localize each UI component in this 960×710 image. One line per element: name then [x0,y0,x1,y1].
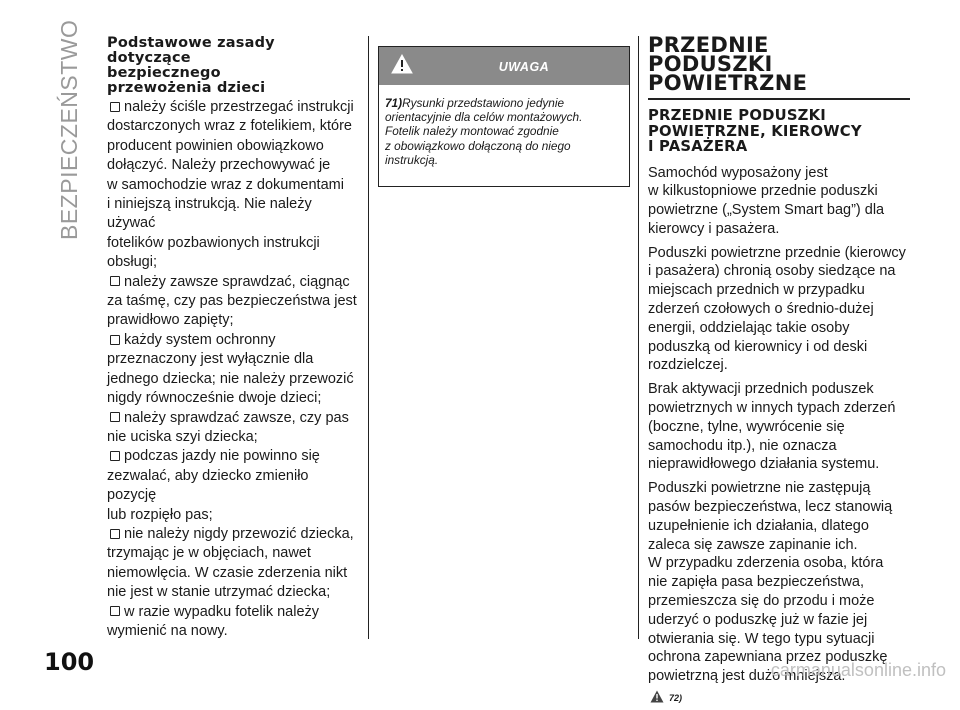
heading-line: Podstawowe zasady [107,35,275,51]
square-bullet-icon [110,412,120,422]
list-item [107,603,359,642]
airbag-column [648,33,910,710]
bullet-text: za taśmę, czy pas bezpieczeństwa jest [107,293,357,310]
text-line: Brak aktywacji przednich poduszek [648,381,874,398]
child-safety-column [107,36,359,641]
list-item [107,409,359,448]
bullet-text: podczas jazdy nie powinno się [124,448,320,465]
bullet-text: nie uciska szyi dziecka; [107,428,258,445]
list-item [107,273,359,331]
watermark: carmanualsonline.info [770,660,946,680]
warning-line: orientacyjnie dla celów montażowych. [385,110,583,125]
airbag-section-heading [648,33,910,95]
text-line: (boczne, tylne, wywrócenie się [648,418,845,435]
square-bullet-icon [110,529,120,539]
text-line: w kilkustopniowe przednie poduszki [648,183,878,200]
heading-line: PRZEDNIE PODUSZKI [648,107,826,124]
bullet-text: w samochodzie wraz z dokumentami [107,176,344,193]
bullet-text: wymienić na nowy. [107,622,228,639]
text-line: samochodu itp.), nie oznacza [648,437,837,454]
list-item [107,331,359,409]
warning-header [379,47,629,85]
bullet-text: należy ściśle przestrzegać instrukcji [124,99,354,115]
text-line: W przypadku zderzenia osoba, która [648,555,884,572]
text-line: powietrzną jest dużo mniejsza. [648,668,846,685]
heading-line: I PASAŻERA [648,138,748,155]
heading-line: dotyczące [107,50,191,66]
bullet-text: jednego dziecka; nie należy przewozić [107,370,354,387]
bullet-text: nigdy równocześnie dwoje dzieci; [107,390,322,407]
warning-triangle-icon [391,54,413,74]
bullet-text: nie należy nigdy przewozić dziecka, [124,525,354,542]
heading-line: bezpiecznego [107,65,221,81]
text-line: Poduszki powietrzne przednie (kierowcy [648,244,906,261]
text-line: Poduszki powietrzne nie zastępują [648,480,871,497]
text-line: przemieszcza się do przodu i może [648,593,875,610]
warning-ref: 71) [385,96,403,110]
square-bullet-icon [110,102,120,112]
paragraph [648,479,910,686]
list-item [107,447,359,525]
warning-text [379,85,629,167]
paragraph [648,244,910,376]
page-number: 100 [44,648,95,676]
front-airbags-heading [648,108,910,155]
text-line: kierowcy i pasażera. [648,220,780,237]
heading-line: POWIETRZNE, KIEROWCY [648,122,862,140]
bullet-text: nie jest w stanie utrzymać dziecka; [107,584,331,601]
bullet-first-line [107,525,359,544]
text-line: miejscach przednich w przypadku [648,282,865,299]
heading-line: przewożenia dzieci [107,80,266,96]
list-item [107,525,359,603]
warning-ref-label: 72) [669,693,683,704]
bullet-list [107,98,359,641]
warning-triangle-small-icon [650,690,664,703]
heading-line: PRZEDNIE [648,33,769,57]
text-line: zaleca się zawsze zapinanie ich. [648,536,858,553]
text-line: uzupełnienie ich działania, dlatego [648,517,869,534]
heading-rule [648,98,910,100]
bullet-text: zezwalać, aby dziecko zmieniło pozycję [107,467,309,504]
warning-box [378,46,630,187]
bullet-text: dołączyć. Należy przechowywać je [107,157,331,174]
bullet-first-line [107,331,359,350]
warning-line: instrukcją. [385,152,439,167]
text-line: zderzeń czołowych o średnio-dużej [648,301,874,318]
bullet-first-line [107,447,359,466]
bullet-text: należy zawsze sprawdzać, ciągnąc [124,273,350,290]
bullet-text: trzymając je w objęciach, nawet [107,545,311,562]
bullet-first-line [107,98,359,117]
section-side-title: BEZPIECZEŃSTWO [56,19,82,240]
text-line: rozdzielczej. [648,357,728,374]
warning-line [385,96,623,110]
bullet-text: fotelików pozbawionych instrukcji [107,234,320,251]
bullet-first-line [107,273,359,292]
heading-line: POWIETRZNE [648,71,808,95]
bullet-text: lub rozpięło pas; [107,506,213,523]
warning-reference [648,690,910,710]
child-safety-heading [107,36,359,96]
text-line: uderzyć o poduszkę już w fazie jej [648,611,868,628]
square-bullet-icon [110,276,120,286]
square-bullet-icon [110,606,120,616]
text-line: energii, oddzielając takie osoby [648,319,850,336]
column-divider [638,36,639,639]
warning-line: Fotelik należy montować zgodnie [385,124,559,139]
bullet-text: należy sprawdzać zawsze, czy pas [124,409,349,426]
text-line: i pasażera) chronią osoby siedzące na [648,263,896,280]
column-divider [368,36,369,639]
paragraph [648,164,910,239]
text-line: poduszką od kierownicy i od deski [648,338,868,355]
square-bullet-icon [110,451,120,461]
text-line: nieprawidłowego działania systemu. [648,456,880,473]
paragraph [648,380,910,474]
bullet-first-line [107,409,359,428]
text-line: Samochód wyposażony jest [648,164,828,181]
bullet-text: producent powinien obowiązkowo [107,137,324,154]
text-line: otwierania się. W tego typu sytuacji [648,630,875,647]
warning-line: z obowiązkowo dołączoną do niego [385,138,571,153]
list-item [107,98,359,273]
text-line: powietrzne („System Smart bag”) dla [648,202,885,219]
bullet-first-line [107,603,359,622]
text-line: pasów bezpieczeństwa, lecz stanowią [648,499,893,516]
square-bullet-icon [110,335,120,345]
bullet-text: każdy system ochronny [124,331,276,348]
bullet-text: i niniejszą instrukcją. Nie należy używać [107,196,312,232]
warning-title: UWAGA [498,60,550,74]
bullet-text: w razie wypadku fotelik należy [124,603,320,620]
heading-line: PODUSZKI [648,52,773,76]
text-line: powietrznych w innych typach zderzeń [648,400,896,417]
warning-line-text: Rysunki przedstawiono jedynie [402,96,565,110]
bullet-text: obsługi; [107,254,157,271]
text-line: nie zapięła pasa bezpieczeństwa, [648,574,865,591]
bullet-text: przeznaczony jest wyłącznie dla [107,351,314,368]
bullet-text: prawidłowo zapięty; [107,312,234,329]
bullet-text: niemowlęcia. W czasie zderzenia nikt [107,564,348,581]
bullet-text: dostarczonych wraz z fotelikiem, które [107,118,352,135]
text-line: ochrona zapewniana przez poduszkę [648,649,888,666]
